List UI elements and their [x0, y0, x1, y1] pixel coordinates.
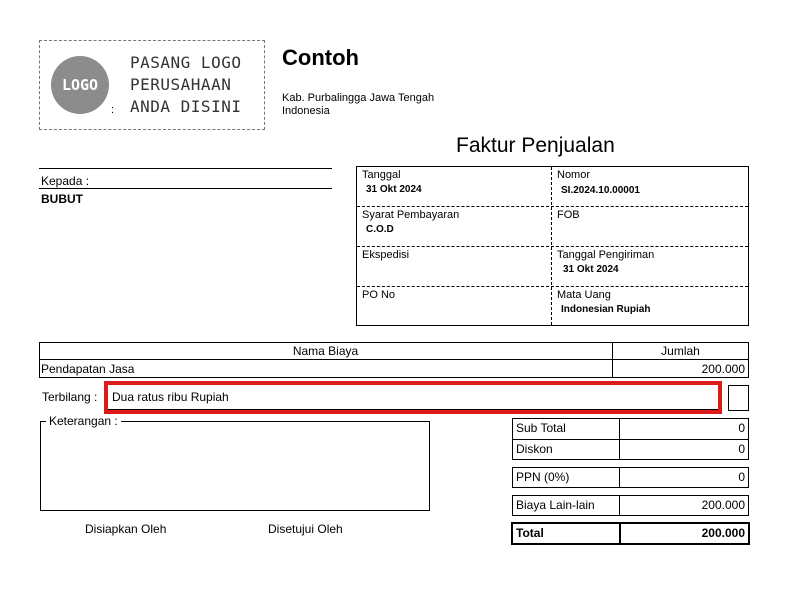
keterangan-label: Keterangan : [46, 414, 121, 428]
logo-placeholder-text: PASANG LOGO PERUSAHAAN ANDA DISINI [130, 53, 242, 116]
totals-col-divider [619, 468, 620, 487]
mata-uang-value: Indonesian Rupiah [561, 304, 651, 315]
subtotal-diskon-box [512, 418, 749, 460]
document-title: Faktur Penjualan [456, 134, 615, 157]
info-row-divider [357, 286, 748, 287]
keterangan-box [40, 421, 430, 511]
table-row-name: Pendapatan Jasa [41, 362, 135, 376]
highlight-box [104, 381, 722, 414]
terbilang-end-box [728, 385, 749, 411]
syarat-value: C.O.D [366, 224, 394, 235]
signature-approved: Disetujui Oleh [268, 522, 343, 536]
biaya-lain-box [512, 495, 749, 516]
address-line-2: Indonesia [282, 105, 330, 117]
syarat-label: Syarat Pembayaran [362, 209, 460, 221]
company-address [282, 92, 434, 118]
diskon-label: Diskon [516, 442, 553, 456]
subtotal-value: 0 [738, 421, 745, 435]
nomor-label: Nomor [557, 169, 591, 181]
info-row-divider [357, 206, 748, 207]
ekspedisi-label: Ekspedisi [362, 249, 410, 261]
totals-row-divider [513, 439, 748, 440]
ppn-label: PPN (0%) [516, 470, 570, 484]
terbilang-field: Dua ratus ribu Rupiah [105, 384, 719, 410]
logo-dot: : [111, 104, 115, 116]
signature-prepared: Disiapkan Oleh [85, 522, 167, 536]
total-box [511, 522, 750, 545]
tanggal-label: Tanggal [362, 169, 401, 181]
nomor-value: SI.2024.10.00001 [561, 185, 640, 196]
table-header-line [39, 359, 749, 360]
customer-top-line [39, 168, 332, 169]
customer-name: BUBUT [41, 192, 83, 206]
table-row-amount: 200.000 [701, 362, 745, 376]
col-header-jumlah: Jumlah [661, 344, 700, 358]
fob-label: FOB [557, 209, 580, 221]
ppn-value: 0 [738, 470, 745, 484]
terbilang-label: Terbilang : [42, 390, 98, 404]
tanggal-value: 31 Okt 2024 [366, 184, 422, 195]
biaya-value: 200.000 [701, 498, 745, 512]
tgl-kirim-label: Tanggal Pengiriman [557, 249, 655, 261]
totals-col-divider [619, 524, 621, 543]
logo-circle: LOGO [51, 56, 109, 114]
total-label: Total [516, 526, 544, 540]
totals-col-divider [619, 496, 620, 515]
subtotal-label: Sub Total [516, 421, 566, 435]
ppn-box [512, 467, 749, 488]
col-header-nama-biaya: Nama Biaya [292, 344, 359, 358]
address-line-1: Kab. Purbalingga Jawa Tengah [282, 92, 435, 104]
company-name: Contoh [282, 45, 359, 70]
diskon-value: 0 [738, 442, 745, 456]
customer-divider [39, 188, 332, 189]
info-row-divider [357, 246, 748, 247]
customer-label: Kepada : [41, 174, 90, 188]
biaya-label: Biaya Lain-lain [516, 498, 595, 512]
mata-uang-label: Mata Uang [557, 289, 611, 301]
total-value: 200.000 [701, 526, 745, 540]
po-label: PO No [362, 289, 396, 301]
tgl-kirim-value: 31 Okt 2024 [563, 264, 619, 275]
